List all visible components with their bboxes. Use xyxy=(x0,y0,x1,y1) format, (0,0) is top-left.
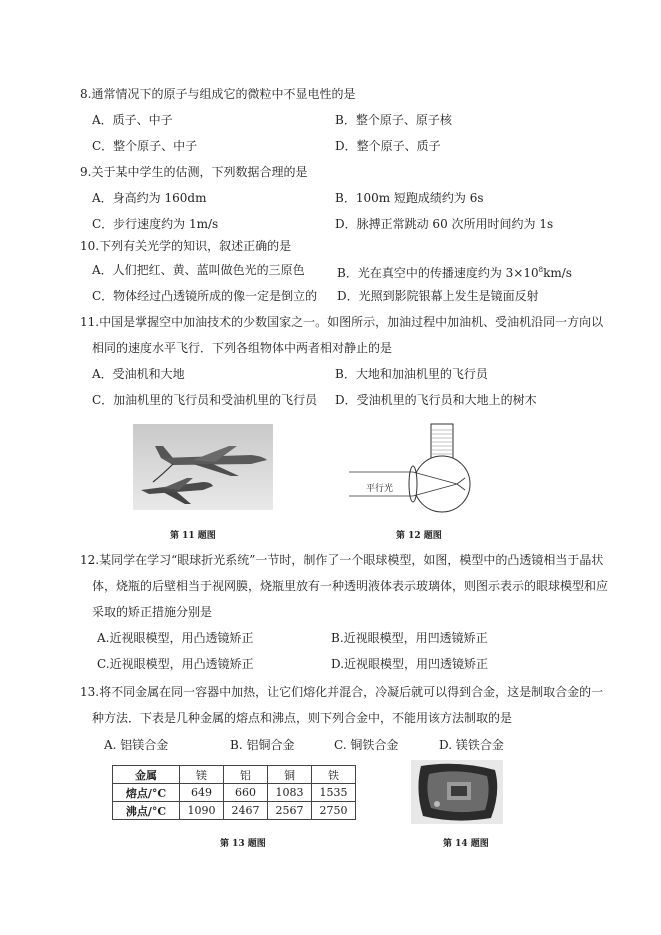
question-13-stem-line-1: 13.将不同金属在同一容器中加热，让它们熔化并混合，冷凝后就可以得到合金，这是制取合金的一 xyxy=(80,685,604,699)
question-13-stem-line-2: 种方法．下表是几种金属的熔点和沸点，则下列合金中，不能用该方法制取的是 xyxy=(92,711,513,725)
question-12-option-d: D.近视眼模型，用凹透镜矫正 xyxy=(331,657,489,671)
table-cell: 2750 xyxy=(312,802,356,820)
table-cell: 1535 xyxy=(312,784,356,802)
question-11-option-b: B．大地和加油机里的飞行员 xyxy=(335,367,488,381)
table-row xyxy=(113,802,356,820)
question-11-option-c: C．加油机里的飞行员和受油机里的飞行员 xyxy=(92,393,318,407)
question-13-option-d: D. 镁铁合金 xyxy=(439,738,504,752)
table-header-cell: 铝 xyxy=(224,766,268,784)
figure-12-eye-model-diagram xyxy=(345,420,485,516)
car-mirror-illustration xyxy=(411,760,503,824)
question-10-option-b-text: B．光在真空中的传播速度约为 3×10 xyxy=(337,266,539,280)
table-row xyxy=(113,784,356,802)
question-11-stem-line-2: 相同的速度水平飞行．下列各组物体中两者相对静止的是 xyxy=(92,341,393,355)
question-8-option-a: A．质子、中子 xyxy=(92,113,173,127)
question-12-stem-line-3: 采取的矫正措施分别是 xyxy=(92,605,213,619)
figure-11-photo xyxy=(133,424,273,510)
question-11-option-a: A．受油机和大地 xyxy=(92,367,185,381)
question-12-option-a: A.近视眼模型，用凸透镜矫正 xyxy=(97,631,254,645)
question-8-option-c: C．整个原子、中子 xyxy=(92,139,198,153)
question-8-stem: 8.通常情况下的原子与组成它的微粒中不显电性的是 xyxy=(80,87,356,101)
figure-13-caption: 第 13 题图 xyxy=(220,839,266,849)
table-cell: 660 xyxy=(224,784,268,802)
question-11-option-d: D．受油机里的飞行员和大地上的树木 xyxy=(335,393,537,407)
figure-14-photo xyxy=(411,760,503,824)
figure-14-caption: 第 14 题图 xyxy=(443,839,489,849)
question-10-option-d: D．光照到影院银幕上发生是镜面反射 xyxy=(337,289,539,303)
question-9-option-c: C．步行速度约为 1m/s xyxy=(92,217,219,231)
question-12-option-c: C.近视眼模型，用凸透镜矫正 xyxy=(97,657,254,671)
table-cell: 2467 xyxy=(224,802,268,820)
table-row-label: 熔点/°C xyxy=(113,784,180,802)
figure-11-caption: 第 11 题图 xyxy=(170,531,216,541)
question-10-option-a: A．人们把红、黄、蓝叫做色光的三原色 xyxy=(92,263,305,277)
question-13-option-a: A. 铝镁合金 xyxy=(104,738,169,752)
question-9-stem: 9.关于某中学生的估测，下列数据合理的是 xyxy=(80,165,308,179)
figure-12-caption: 第 12 题图 xyxy=(396,531,442,541)
table-cell: 1083 xyxy=(268,784,312,802)
question-8-option-d: D．整个原子、质子 xyxy=(335,139,441,153)
air-refueling-illustration xyxy=(133,424,273,510)
question-10-stem: 10.下列有关光学的知识，叙述正确的是 xyxy=(80,239,292,253)
question-13-option-b: B. 铝铜合金 xyxy=(230,738,295,752)
table-cell: 2567 xyxy=(268,802,312,820)
figure-12-parallel-light-label: 平行光 xyxy=(366,484,394,494)
table-cell: 649 xyxy=(180,784,224,802)
table-header-cell: 镁 xyxy=(180,766,224,784)
table-cell: 1090 xyxy=(180,802,224,820)
metal-melting-boiling-table xyxy=(112,765,356,820)
table-header-cell: 铁 xyxy=(312,766,356,784)
question-10-option-b-exponent: 8 xyxy=(538,266,544,274)
table-header-cell: 铜 xyxy=(268,766,312,784)
question-10-option-c: C．物体经过凸透镜所成的像一定是倒立的 xyxy=(92,289,318,303)
table-header-cell: 金属 xyxy=(113,766,180,784)
question-12-stem-line-2: 体，烧瓶的后壁相当于视网膜，烧瓶里放有一种透明液体表示玻璃体，则图示表示的眼球模型和应 xyxy=(92,579,609,593)
question-9-option-d: D．脉搏正常跳动 60 次所用时间约为 1s xyxy=(335,217,554,231)
table-header-row xyxy=(113,766,356,784)
question-8-option-b: B．整个原子、原子核 xyxy=(335,113,452,127)
table-row-label: 沸点/°C xyxy=(113,802,180,820)
question-10-option-b-unit: km/s xyxy=(543,266,572,280)
question-9-option-a: A．身高约为 160dm xyxy=(92,191,207,205)
question-11-stem-line-1: 11.中国是掌握空中加油技术的少数国家之一。如图所示，加油过程中加油机、受油机沿同一方向以 xyxy=(80,315,604,329)
question-13-option-c: C. 铜铁合金 xyxy=(334,738,399,752)
question-9-option-b: B．100m 短跑成绩约为 6s xyxy=(335,191,484,205)
question-10-option-b xyxy=(337,262,572,281)
question-12-option-b: B.近视眼模型，用凹透镜矫正 xyxy=(331,631,488,645)
question-12-stem-line-1: 12.某同学在学习“眼球折光系统”一节时，制作了一个眼球模型，如图，模型中的凸透镜相当于晶状 xyxy=(80,553,604,567)
